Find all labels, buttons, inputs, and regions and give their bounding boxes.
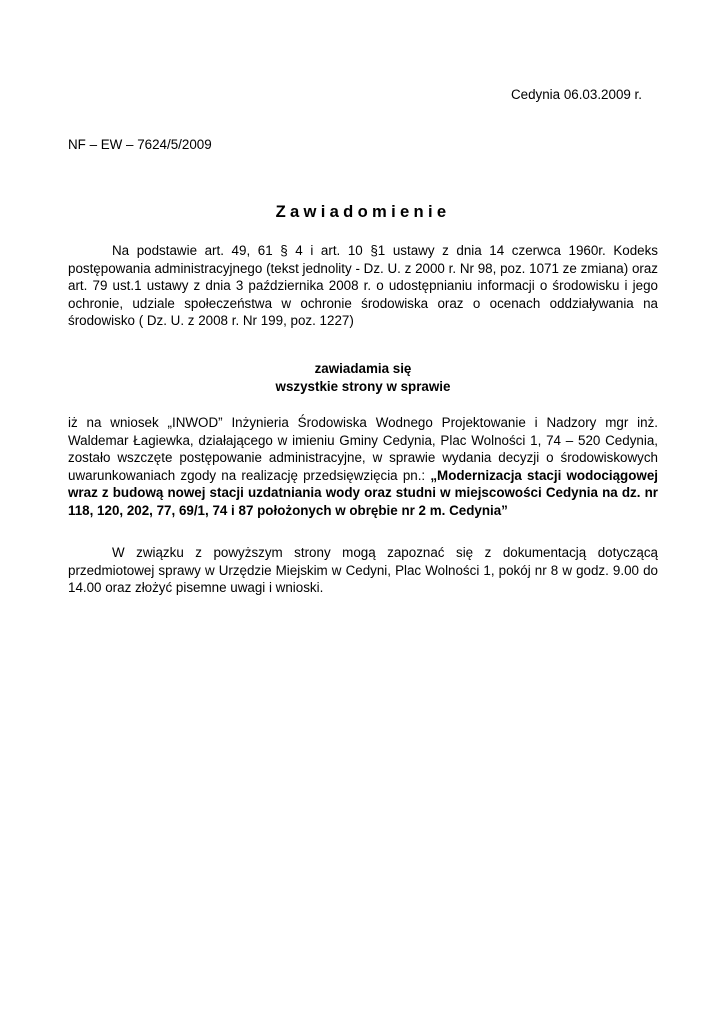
reference-number: NF – EW – 7624/5/2009 — [68, 137, 212, 152]
document-title: Zawiadomienie — [275, 202, 451, 221]
proceeding-paragraph — [68, 414, 658, 520]
proceeding-text: iż na wniosek „INWOD” Inżynieria Środowiska Wodnego Projektowanie i Nadzory mgr inż. Waldemar Łagiewka, działającego w imieniu Gminy Cedynia, Plac Wolności 1, 74 – 520 Cedynia, zostało wszczęte postępowanie administracyjne, w sprawie wydania decyzji o środowiskowych uwarunkowaniach zgody na realizację przedsięwzięcia pn.: — [68, 415, 658, 483]
notice-heading — [68, 360, 658, 395]
notice-line-2: wszystkie strony w sprawie — [275, 378, 451, 394]
place-date: Cedynia 06.03.2009 r. — [510, 87, 642, 102]
documentation-access-paragraph: W związku z powyższym strony mogą zapoznać się z dokumentacją dotyczącą przedmiotowej sprawy w Urzędzie Miejskim w Cedyni, Plac Wolności 1, pokój nr 8 w godz. 9.00 do 14.00 oraz złożyć pisemne uwagi i wnioski. — [68, 545, 658, 596]
project-name: „Modernizacja stacji wodociągowej wraz z budową nowej stacji uzdatniania wody oraz studni w miejscowości Cedynia na dz. nr 118, 120, 202, 77, 69/1, 74 i 87 położonych w obrębie nr 2 m. Cedynia” — [68, 467, 658, 518]
notice-line-1: zawiadamia się — [314, 361, 412, 376]
legal-basis-paragraph: Na podstawie art. 49, 61 § 4 i art. 10 §1 ustawy z dnia 14 czerwca 1960r. Kodeks postępowania administracyjnego (tekst jednolity - Dz. U. z 2000 r. Nr 98, poz. 1071 ze zmiana) oraz art. 79 ust.1 ustawy z dnia 3 października 2008 r. o udostępnianiu informacji o środowisku i jego ochronie, udziale społeczeństwa w ochronie środowiska oraz o ocenach oddziaływania na środowisko ( Dz. U. z 2008 r. Nr 199, poz. 1227) — [68, 243, 658, 329]
